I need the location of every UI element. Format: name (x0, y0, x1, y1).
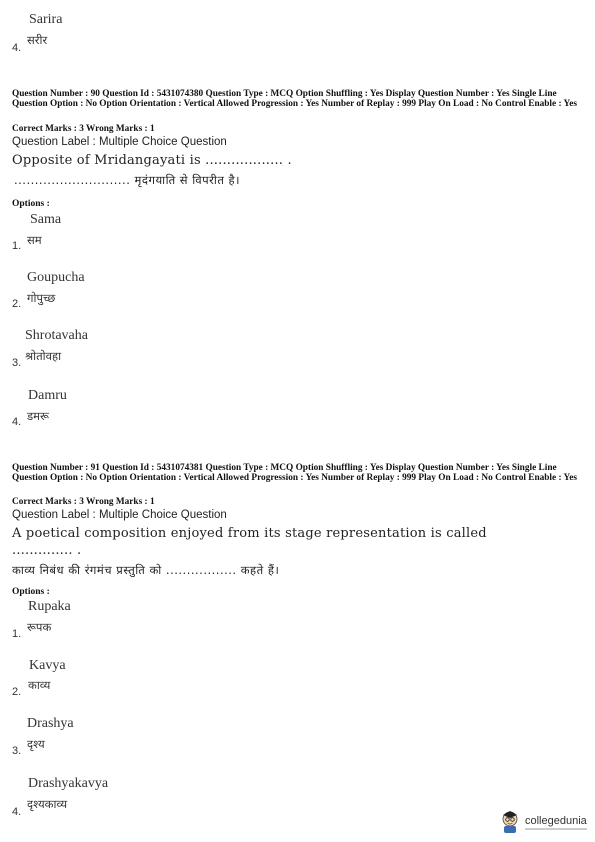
option-hindi: डमरू (27, 409, 49, 423)
option-hindi: रूपक (27, 620, 52, 634)
option-hindi: दृश्य (27, 737, 45, 751)
option-number[interactable]: 4. (12, 416, 22, 428)
option-english: Drashya (27, 716, 74, 731)
option-hindi: काव्य (28, 678, 51, 692)
option-english: Sama (30, 212, 62, 227)
question-marks: Correct Marks : 3 Wrong Marks : 1 (12, 497, 155, 507)
question-meta: Question Number : 90 Question Id : 5431074380 Question Type : MCQ Option Shuffling : Yes Display Question Number : Yes Single Line Question Option : No Option Orientation : Vertical Allowed Progression : Yes Number of Replay : 999 Play On Load : No Control Enable : Yes (12, 89, 577, 109)
option-english: Drashyakavya (28, 776, 109, 791)
option-english: Goupucha (27, 270, 85, 285)
logo-underline (525, 828, 587, 830)
question-label: Question Label : Multiple Choice Question (12, 509, 227, 521)
question-text-hindi: ............................ मृदंगयाति से विपरीत है। (14, 173, 240, 187)
option-english: Kavya (29, 658, 66, 673)
option-english: Shrotavaha (25, 328, 88, 343)
mascot-icon (499, 810, 521, 834)
option-number: 4. (12, 42, 22, 54)
logo-text: collegedunia (525, 814, 587, 827)
option-hindi: दृश्यकाव्य (27, 797, 68, 811)
option-number[interactable]: 3. (12, 357, 22, 369)
question-label: Question Label : Multiple Choice Question (12, 136, 227, 148)
options-heading: Options : (12, 587, 50, 597)
option-hindi: गोपुच्छ (27, 291, 56, 305)
question-text-english: Opposite of Mridangayati is .................. . (12, 153, 292, 168)
question-meta: Question Number : 91 Question Id : 5431074381 Question Type : MCQ Option Shuffling : Yes Display Question Number : Yes Single Line Question Option : No Option Orientation : Vertical Allowed Progression : Yes Number of Replay : 999 Play On Load : No Control Enable : Yes (12, 463, 577, 483)
option-hindi: सम (27, 233, 42, 247)
option-number[interactable]: 1. (12, 628, 22, 640)
question-text-english-blank: .............. . (12, 543, 82, 558)
options-heading: Options : (12, 199, 50, 209)
option-number[interactable]: 1. (12, 240, 22, 252)
option-hindi: श्रोतोवहा (25, 349, 62, 363)
option-hindi: सरीर (27, 33, 48, 47)
option-number[interactable]: 3. (12, 745, 22, 757)
option-english: Damru (28, 388, 67, 403)
option-number[interactable]: 2. (12, 298, 22, 310)
question-text-english: A poetical composition enjoyed from its stage representation is called (12, 526, 487, 541)
question-text-hindi: काव्य निबंध की रंगमंच प्रस्तुति को ................. कहते हैं। (12, 563, 280, 577)
option-number[interactable]: 2. (12, 686, 22, 698)
option-english: Rupaka (28, 599, 71, 614)
option-english: Sarira (29, 12, 63, 27)
option-number[interactable]: 4. (12, 806, 22, 818)
question-marks: Correct Marks : 3 Wrong Marks : 1 (12, 124, 155, 134)
collegedunia-logo (499, 810, 587, 834)
